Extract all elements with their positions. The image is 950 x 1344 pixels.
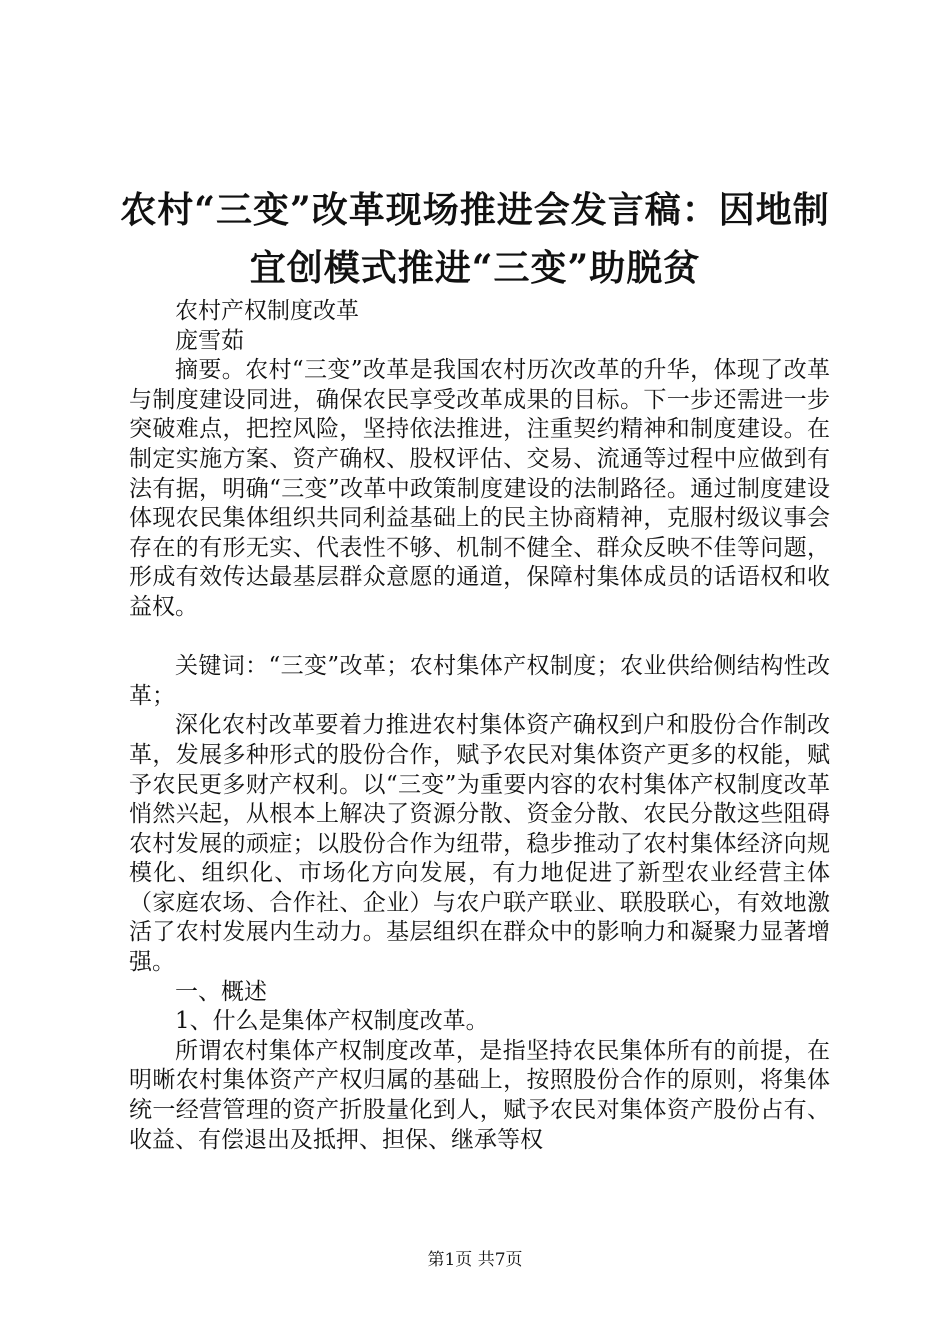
page-number-footer: 第1页 共7页	[427, 1250, 523, 1270]
paragraph-spacer	[129, 623, 830, 653]
document-title-line2: 宜创模式推进“三变”助脱贫	[249, 247, 701, 289]
category-label: 农村产权制度改革	[175, 298, 359, 324]
body-paragraph-1: 深化农村改革要着力推进农村集体资产确权到户和股份合作制改革，发展多种形式的股份合作，赋予农民对集体资产更多的权能，赋予农民更多财产权利。以“三变”为重要内容的农村集体产权制度改革悄然兴起，从根本上解决了资源分散、资金分散、农民分散这些阻碍农村发展的顽症；以股份合作为纽带，稳步推动了农村集体经济向规模化、组织化、市场化方向发展，有力地促进了新型农业经营主体（家庭农场、合作社、企业）与农户联产联业、联股联心，有效地激活了农村发展内生动力。基层组织在群众中的影响力和凝聚力显著增强。	[129, 712, 830, 976]
author-name: 庞雪茹	[175, 327, 244, 354]
subsection-heading-1: 1、什么是集体产权制度改革。	[175, 1008, 489, 1035]
keywords-paragraph: 关键词：“三变”改革；农村集体产权制度；农业供给侧结构性改革；	[129, 653, 830, 709]
document-body	[129, 297, 830, 1155]
abstract-paragraph: 摘要。农村“三变”改革是我国农村历次改革的升华，体现了改革与制度建设同进，确保农民享受改革成果的目标。下一步还需进一步突破难点，把控风险，坚持依法推进，注重契约精神和制度建设。在制定实施方案、资产确权、股权评估、交易、流通等过程中应做到有法有据，明确“三变”改革中政策制度建设的法制路径。通过制度建设体现农民集体组织共同利益基础上的民主协商精神，克服村级议事会存在的有形无实、代表性不够、机制不健全、群众反映不佳等问题，形成有效传达最基层群众意愿的通道，保障村集体成员的话语权和收益权。	[129, 357, 830, 620]
body-paragraph-2: 所谓农村集体产权制度改革，是指坚持农民集体所有的前提，在明晰农村集体资产产权归属的基础上，按照股份合作的原则，将集体统一经营管理的资产折股量化到人，赋予农民对集体资产股份占有、收益、有偿退出及抵押、担保、继承等权	[129, 1037, 830, 1153]
document-title-line1: 农村“三变”改革现场推进会发言稿：因地制	[120, 189, 830, 231]
section-heading-overview: 一、概述	[175, 978, 267, 1005]
